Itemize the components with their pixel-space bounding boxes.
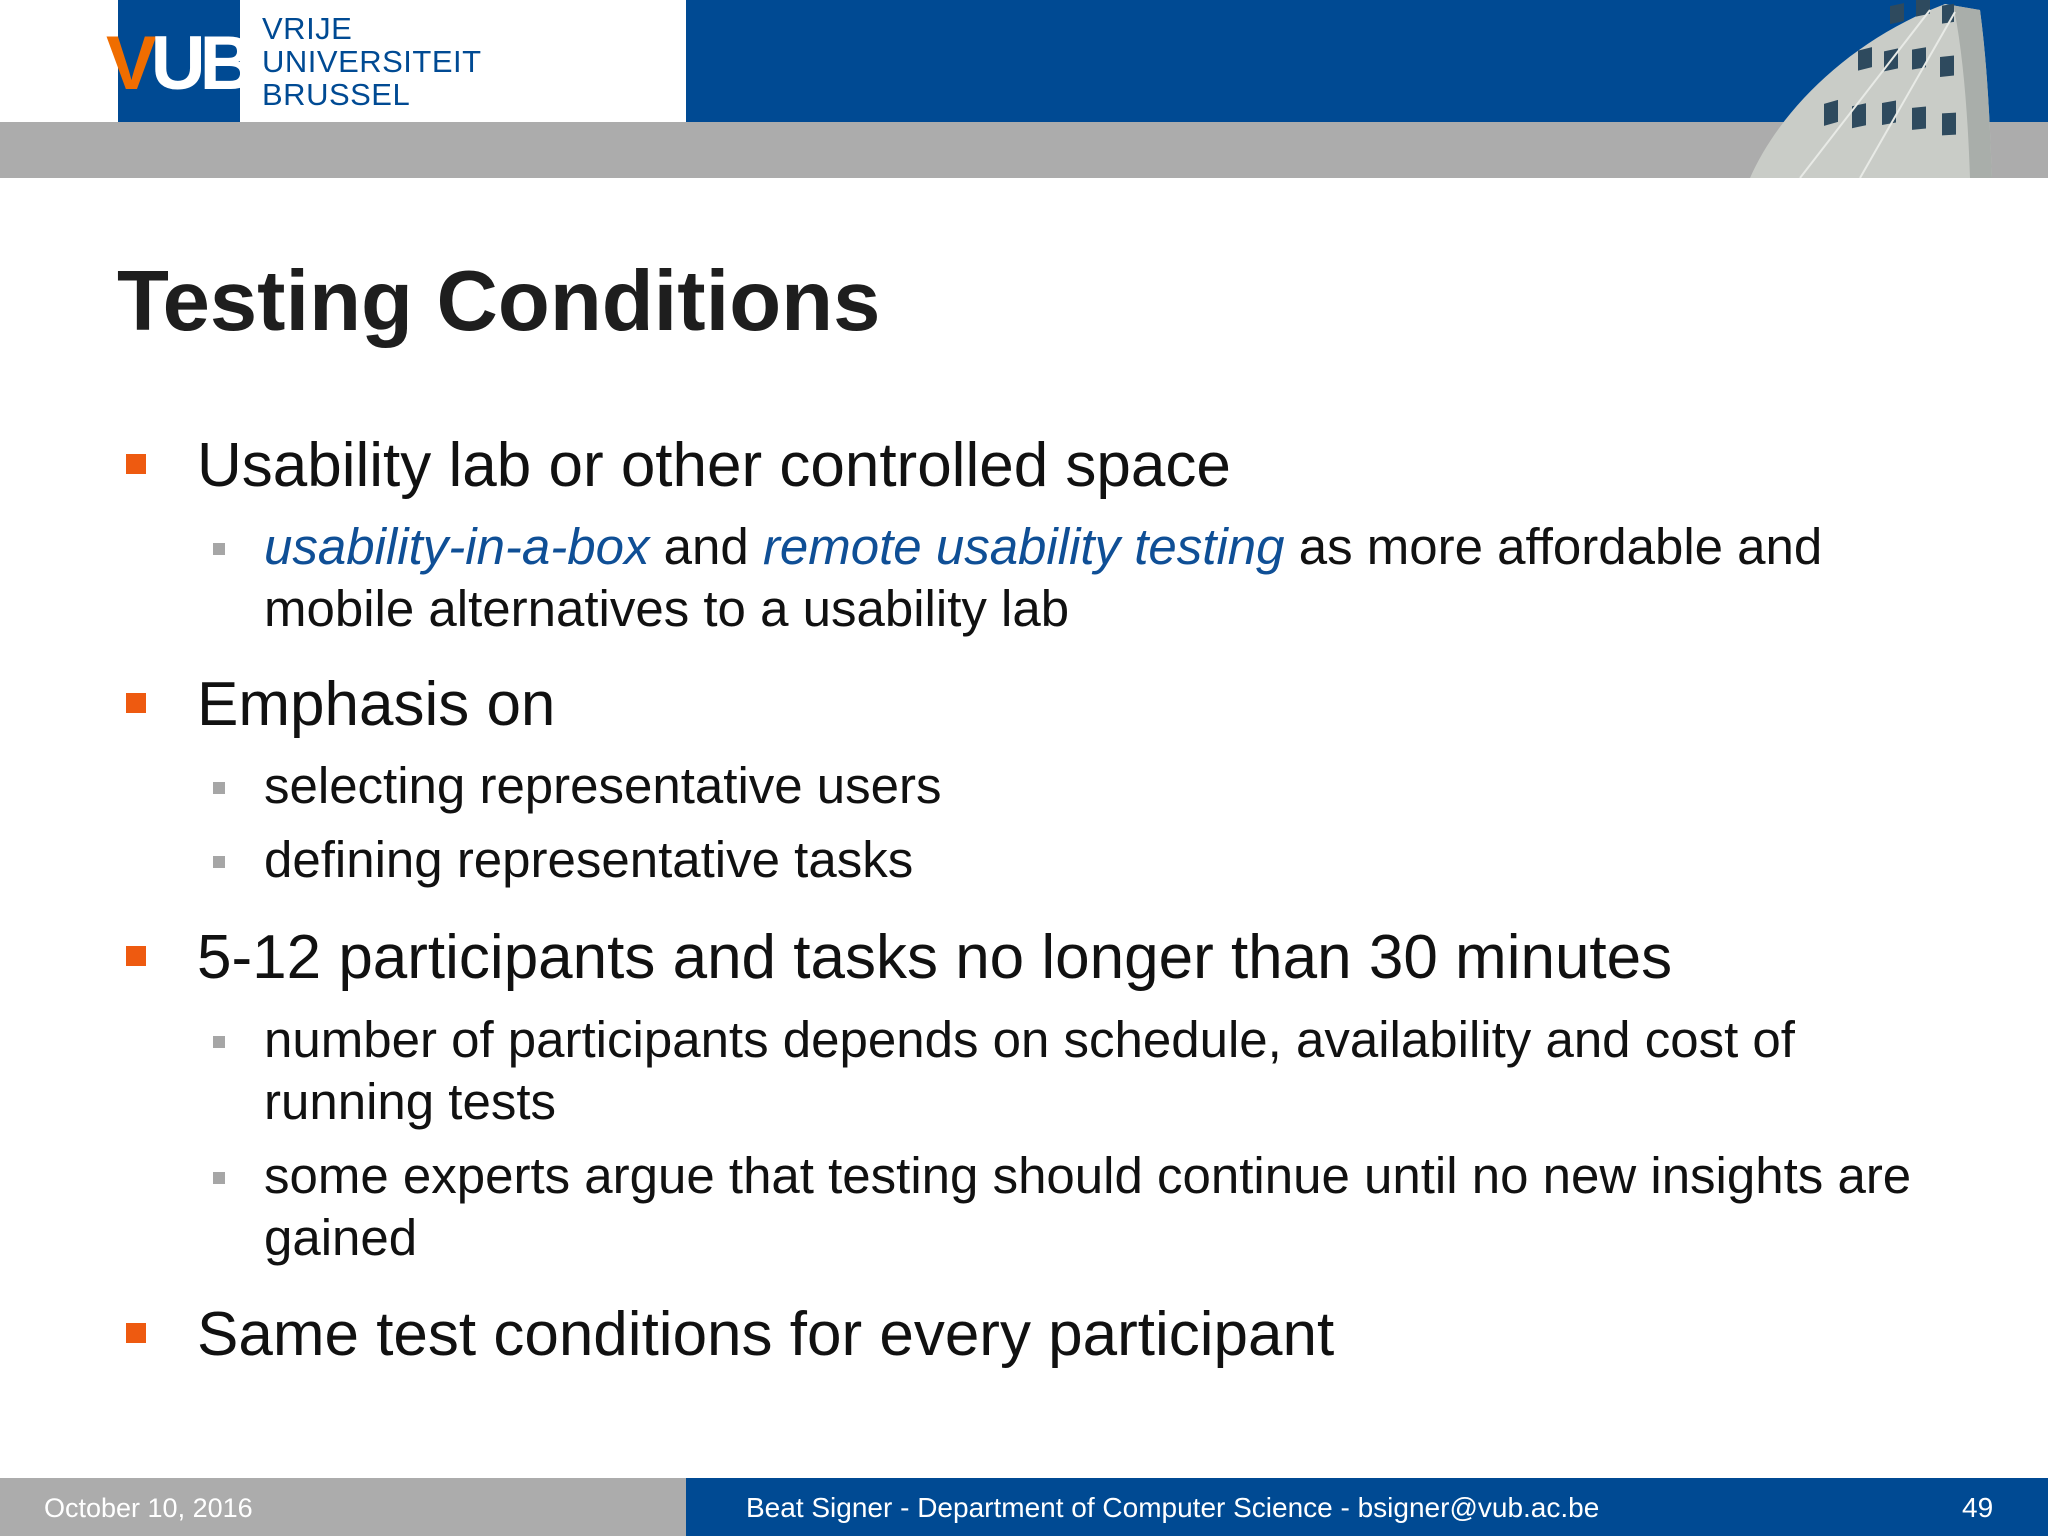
- logo-letters-ub: UB: [150, 21, 249, 106]
- slide-footer: [0, 1478, 2048, 1536]
- footer-author: Beat Signer - Department of Computer Science - bsigner@vub.ac.be: [746, 1492, 1600, 1523]
- bullet-text: and: [649, 518, 763, 575]
- bullet-level2: [264, 829, 1964, 891]
- bullet-text: defining representative tasks: [264, 831, 914, 888]
- bullet-level2: [264, 516, 1964, 640]
- bullet-text: as more affordable and mobile alternatives to a usability lab: [264, 518, 1823, 637]
- highlight-term: remote usability testing: [762, 518, 1285, 575]
- slide-title: Testing Conditions: [117, 254, 881, 349]
- bullet-level2: [264, 1009, 1964, 1133]
- university-name-line: BRUSSEL: [262, 77, 411, 112]
- bullet-level2: [264, 1145, 1964, 1269]
- level2-bullet-marker: [213, 1172, 225, 1184]
- bullet-text: some experts argue that testing should continue until no new insights are gained: [264, 1147, 1912, 1266]
- bullet-level1: Same test conditions for every participant: [197, 1300, 1335, 1369]
- bullet-level1: Emphasis on: [197, 670, 556, 739]
- bullet-text: number of participants depends on schedule, availability and cost of running tests: [264, 1011, 1795, 1130]
- level1-bullet-marker: [126, 693, 146, 713]
- university-name-line: UNIVERSITEIT: [262, 44, 482, 79]
- bullet-level1: 5-12 participants and tasks no longer than 30 minutes: [197, 923, 1673, 992]
- logo-letter-v: V: [106, 21, 151, 106]
- level2-bullet-marker: [213, 782, 225, 794]
- level2-bullet-marker: [213, 856, 225, 868]
- level2-bullet-marker: [213, 543, 225, 555]
- level1-bullet-marker: [126, 1323, 146, 1343]
- level1-bullet-marker: [126, 946, 146, 966]
- level2-bullet-marker: [213, 1036, 225, 1048]
- highlight-term: usability-in-a-box: [264, 518, 650, 575]
- level1-bullet-marker: [126, 454, 146, 474]
- bullet-level1: Usability lab or other controlled space: [197, 431, 1231, 500]
- bullet-text: selecting representative users: [264, 757, 942, 814]
- university-name-line: VRIJE: [262, 11, 353, 46]
- bullet-level2: [264, 755, 1964, 817]
- page-number: 49: [1962, 1492, 1994, 1523]
- footer-date: October 10, 2016: [44, 1493, 253, 1523]
